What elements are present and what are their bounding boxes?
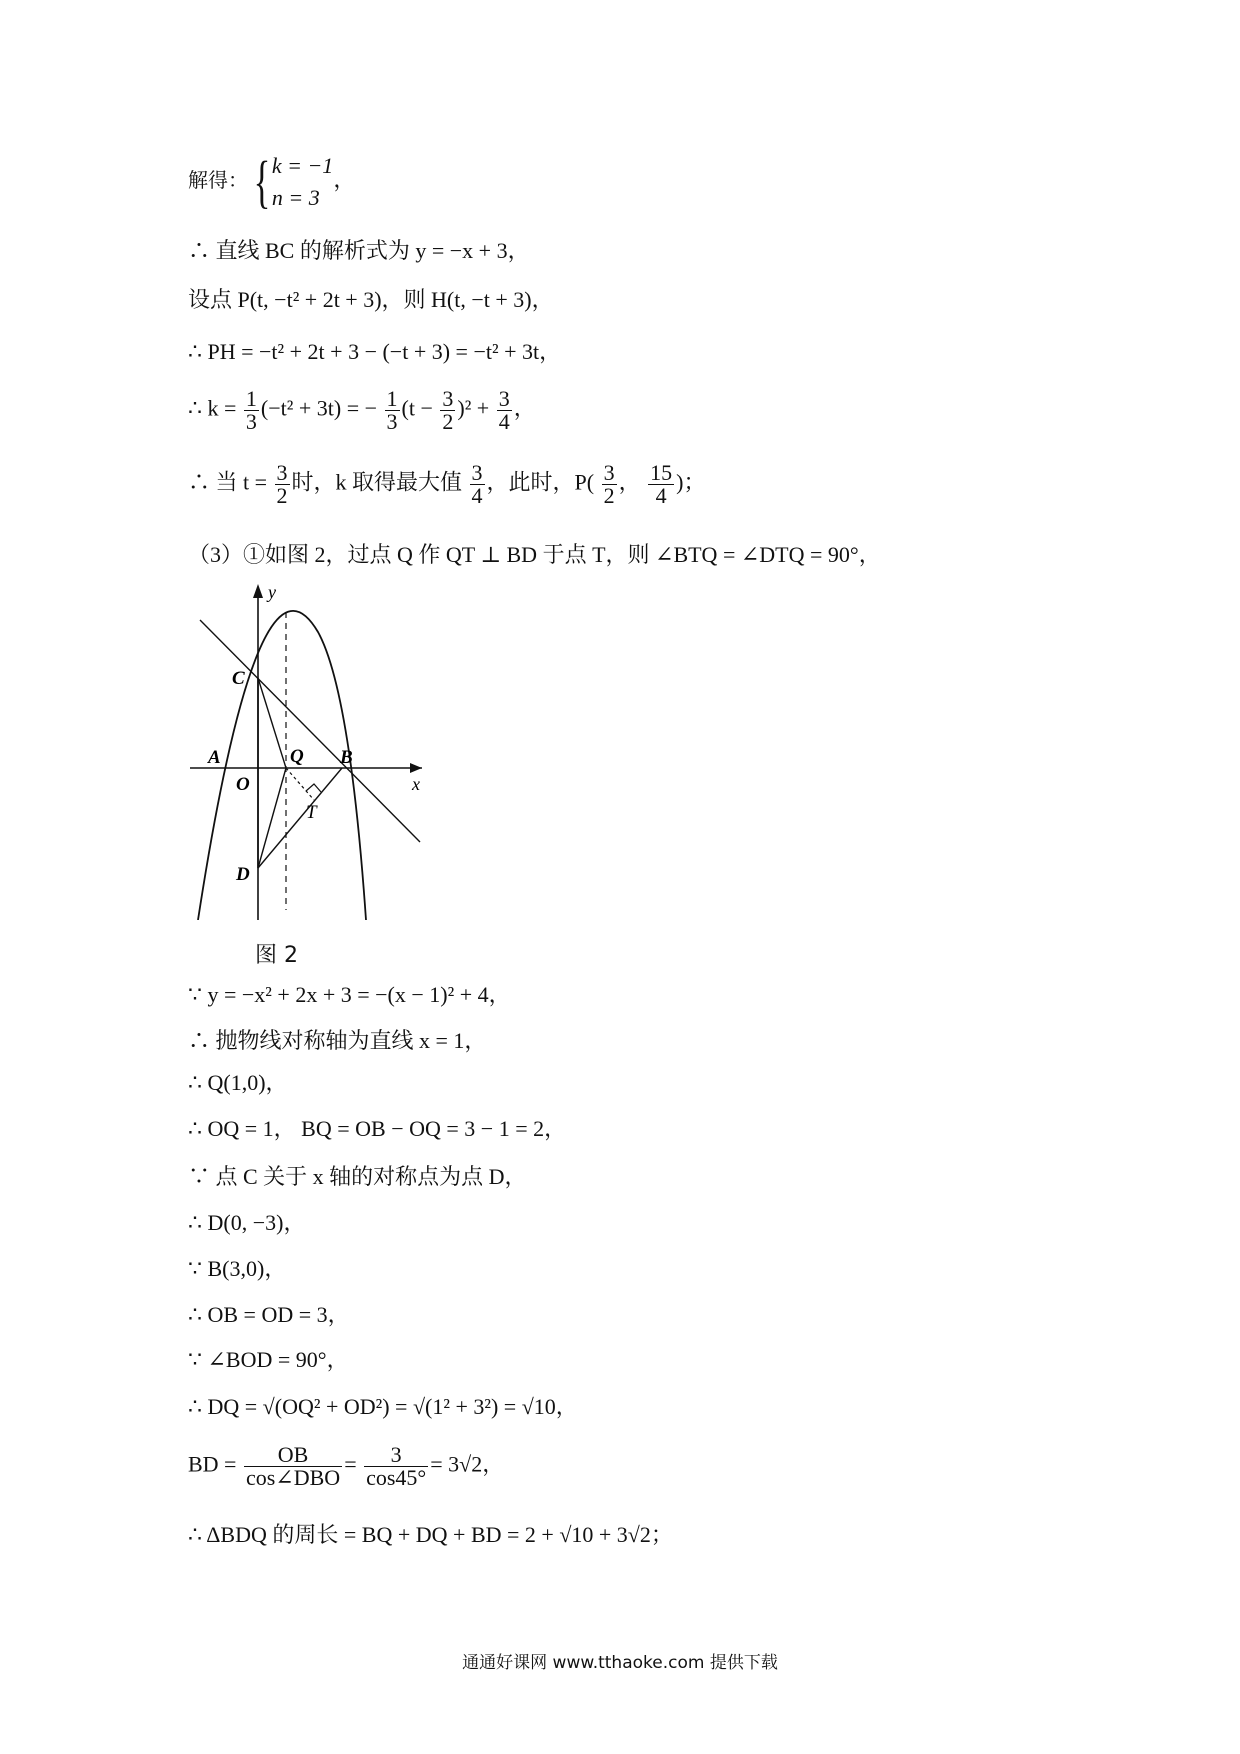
- solve-label: 解得：: [188, 168, 248, 193]
- segment-db: [258, 768, 342, 868]
- text-seg: (t −: [401, 395, 433, 421]
- denominator: cos∠DBO: [245, 1465, 341, 1490]
- solution-line-8: ∵ y = −x² + 2x + 3 = −(x − 1)² + 4，: [188, 982, 511, 1007]
- text-seg: )² +: [457, 395, 490, 421]
- solution-line-9: ∴ 抛物线对称轴为直线 x = 1，: [188, 1028, 487, 1053]
- text-seg: (−t² + 3t) = −: [260, 395, 378, 421]
- page-footer: 通通好课网 www.tthaoke.com 提供下载: [462, 1653, 778, 1673]
- numerator: 3: [498, 386, 510, 411]
- label-c: C: [232, 668, 245, 689]
- text-seg: BD =: [188, 1451, 237, 1477]
- label-d: D: [236, 864, 250, 885]
- solution-line-11: ∴ OQ = 1， BQ = OB − OQ = 3 − 1 = 2，: [188, 1116, 567, 1141]
- numerator: 15: [650, 460, 673, 485]
- label-x: x: [412, 774, 420, 794]
- denominator: 3: [245, 409, 257, 434]
- denominator: 3: [386, 409, 398, 434]
- segment-qt: [286, 768, 314, 800]
- solution-line-19: ∴ ΔBDQ 的周长 = BQ + DQ + BD = 2 + √10 + 3√2；: [188, 1522, 673, 1547]
- fraction: [275, 462, 290, 507]
- denominator: 2: [442, 409, 454, 434]
- label-q: Q: [290, 746, 304, 767]
- label-y: y: [268, 582, 276, 602]
- text-seg: ，: [513, 395, 536, 421]
- solution-line-14: ∵ B(3,0)，: [188, 1256, 287, 1281]
- numerator: 3: [471, 460, 483, 485]
- equation-system: [272, 150, 333, 214]
- denominator: 4: [471, 483, 483, 508]
- numerator: 3: [603, 460, 615, 485]
- fraction: [244, 388, 259, 433]
- figure-caption: 图 2: [255, 943, 298, 968]
- denominator: 4: [498, 409, 510, 434]
- text-seg: ∴ 当 t =: [188, 469, 268, 495]
- fraction: [385, 388, 400, 433]
- punct: ，: [333, 167, 356, 193]
- right-angle-mark: [306, 784, 321, 792]
- solution-line-7: （3）①如图 2，过点 Q 作 QT ⊥ BD 于点 T，则 ∠BTQ = ∠DTQ = 90°，: [188, 542, 881, 567]
- fraction: [648, 462, 674, 507]
- solution-line-3: 设点 P(t, −t² + 2t + 3)，则 H(t, −t + 3)，: [188, 287, 554, 312]
- fraction: [602, 462, 617, 507]
- numerator: 1: [245, 386, 257, 411]
- numerator: OB: [244, 1444, 342, 1467]
- solution-line-2: ∴ 直线 BC 的解析式为 y = −x + 3，: [188, 238, 530, 263]
- text-seg: 时，k 取得最大值: [291, 469, 463, 495]
- segment-cq: [258, 678, 286, 768]
- fraction: [364, 1444, 428, 1489]
- solution-line-17: ∴ DQ = √(OQ² + OD²) = √(1² + 3²) = √10，: [188, 1394, 578, 1419]
- text-seg: ∴ k =: [188, 395, 237, 421]
- equation-k: k = −1: [271, 153, 334, 178]
- denominator: 2: [603, 483, 615, 508]
- solution-line-13: ∴ D(0, −3)，: [188, 1210, 306, 1235]
- solution-line-12: ∵ 点 C 关于 x 轴的对称点为点 D，: [188, 1164, 527, 1189]
- figure-2-diagram: [190, 580, 430, 920]
- segment-dq: [258, 768, 286, 868]
- solution-line-16: ∵ ∠BOD = 90°，: [188, 1347, 349, 1372]
- label-o: O: [236, 774, 250, 795]
- fraction: [440, 388, 455, 433]
- fraction: [497, 388, 512, 433]
- solution-line-6: [188, 462, 705, 507]
- fraction: [244, 1444, 342, 1489]
- x-axis-arrow: [410, 763, 422, 773]
- solution-line-4: ∴ PH = −t² + 2t + 3 − (−t + 3) = −t² + 3t，: [188, 339, 562, 364]
- denominator: 2: [276, 483, 288, 508]
- solution-line-5: [188, 388, 536, 433]
- system-brace: {: [253, 149, 271, 214]
- solution-line-1: [188, 150, 355, 214]
- text-seg: ，: [618, 469, 641, 495]
- solution-line-18: [188, 1444, 504, 1489]
- numerator: 3: [276, 460, 288, 485]
- denominator: 4: [655, 483, 667, 508]
- label-t: T: [306, 802, 317, 823]
- label-b: B: [340, 747, 353, 768]
- numerator: 3: [442, 386, 454, 411]
- fraction: [470, 462, 485, 507]
- text-seg: =: [344, 1451, 357, 1477]
- solution-line-15: ∴ OB = OD = 3，: [188, 1302, 350, 1327]
- numerator: 3: [364, 1444, 428, 1467]
- text-seg: ，此时，P(: [486, 469, 595, 495]
- y-axis-arrow: [253, 584, 263, 598]
- text-seg: = 3√2，: [430, 1451, 505, 1477]
- numerator: 1: [386, 386, 398, 411]
- label-a: A: [208, 747, 221, 768]
- denominator: cos45°: [366, 1465, 427, 1490]
- equation-n: n = 3: [271, 185, 320, 210]
- solution-line-10: ∴ Q(1,0)，: [188, 1070, 288, 1095]
- text-seg: )；: [676, 469, 706, 495]
